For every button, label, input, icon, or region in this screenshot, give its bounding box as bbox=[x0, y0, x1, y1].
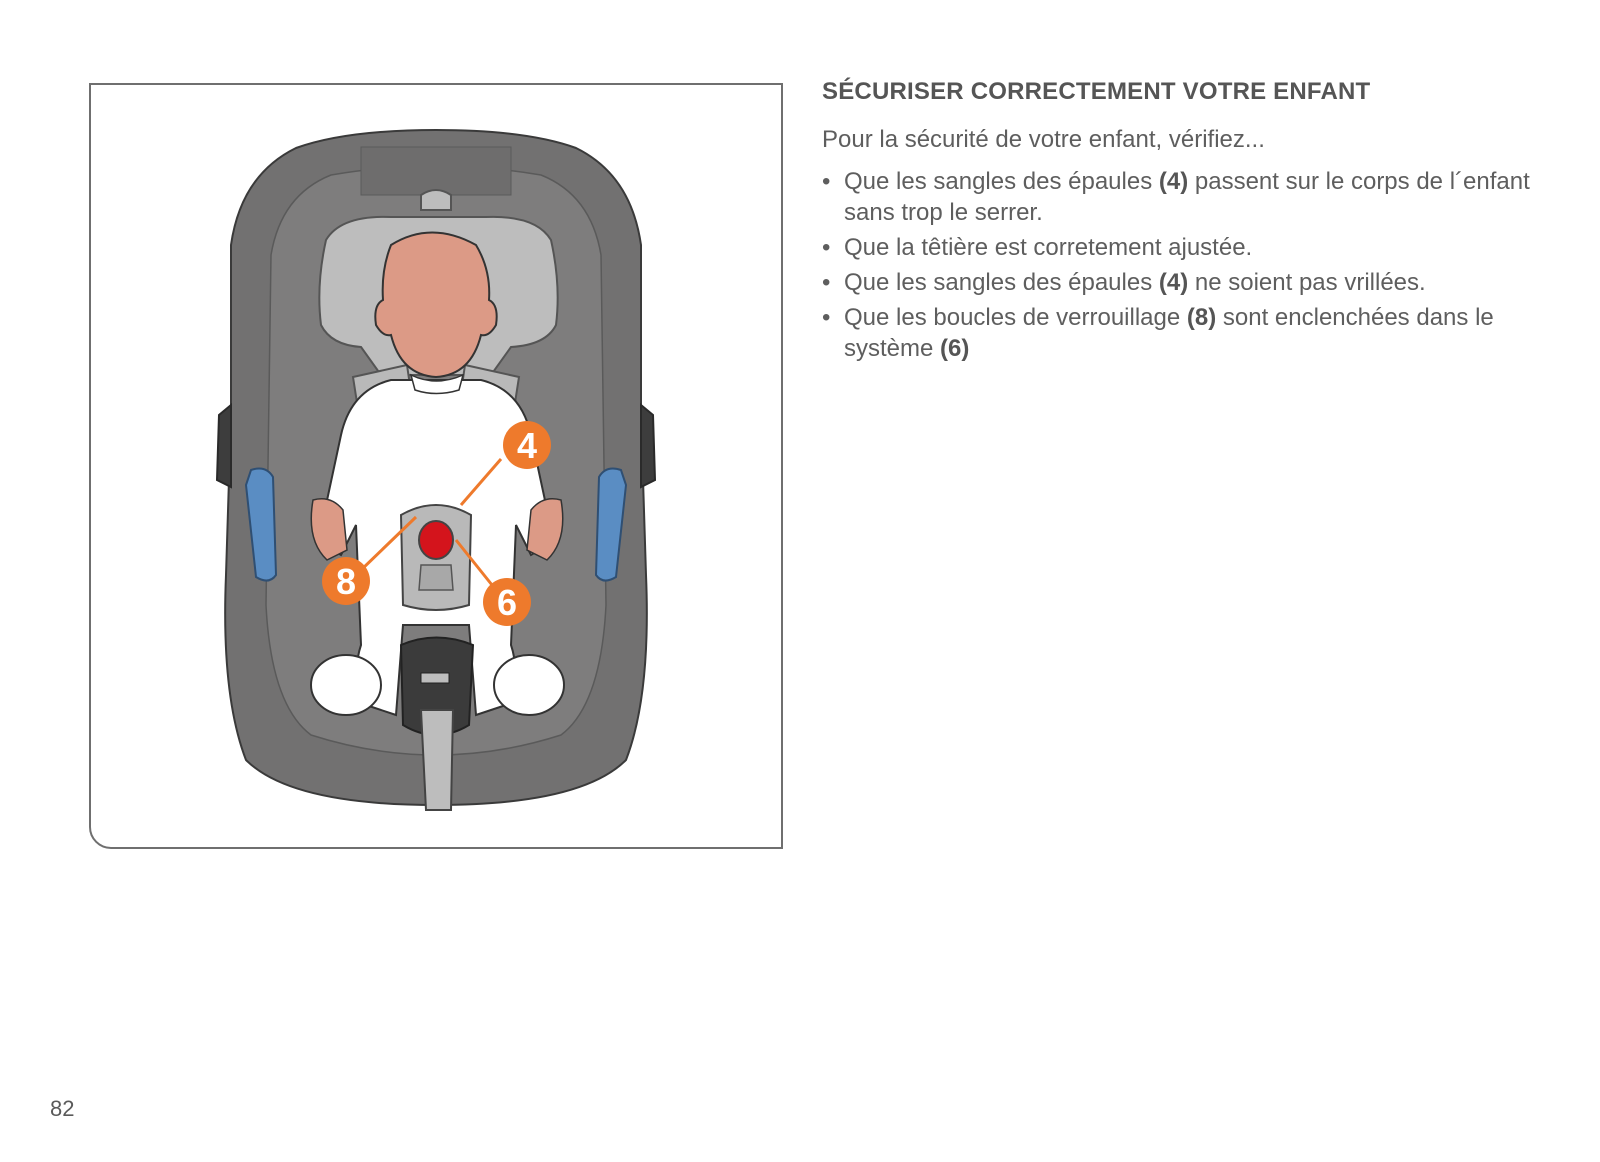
bullet-marker: • bbox=[822, 168, 831, 195]
checklist-item: • Que la têtière est corretement ajustée. bbox=[822, 234, 1253, 261]
checklist-item: • Que les sangles des épaules (4) ne soient pas vrillées. bbox=[822, 269, 1426, 296]
callout-6 bbox=[483, 578, 531, 626]
adjuster-strap bbox=[421, 710, 453, 810]
right-side-wing bbox=[641, 405, 655, 487]
svg-text:4: 4 bbox=[516, 425, 538, 466]
reference-number: (4) bbox=[1158, 269, 1189, 296]
callout-8 bbox=[322, 557, 370, 605]
reference-number: (4) bbox=[1158, 168, 1189, 195]
buckle-release-button bbox=[419, 521, 453, 559]
bullet-marker: • bbox=[822, 234, 831, 261]
bullet-marker: • bbox=[822, 304, 831, 331]
car-seat-illustration bbox=[91, 85, 783, 849]
intro-text: Pour la sécurité de votre enfant, vérifiez... bbox=[822, 126, 1265, 153]
svg-text:8: 8 bbox=[335, 561, 357, 602]
instructions-column bbox=[822, 78, 1562, 368]
left-side-wing bbox=[217, 405, 231, 487]
checklist-item: • Que les boucles de verrouillage (8) sont enclenchées dans le système (6) bbox=[822, 304, 1494, 362]
checklist-item: • Que les sangles des épaules (4) passent sur le corps de l´enfant sans trop le serrer. bbox=[822, 168, 1530, 226]
bullet-marker: • bbox=[822, 269, 831, 296]
car-seat-illustration-frame bbox=[89, 83, 783, 849]
svg-text:6: 6 bbox=[496, 582, 518, 623]
callout-4 bbox=[503, 421, 551, 469]
page-number: 82 bbox=[50, 1096, 75, 1121]
reference-number: (6) bbox=[940, 335, 970, 362]
checklist bbox=[822, 166, 1562, 364]
section-heading: SÉCURISER CORRECTEMENT VOTRE ENFANT bbox=[822, 78, 1371, 105]
reference-number: (8) bbox=[1186, 304, 1217, 331]
